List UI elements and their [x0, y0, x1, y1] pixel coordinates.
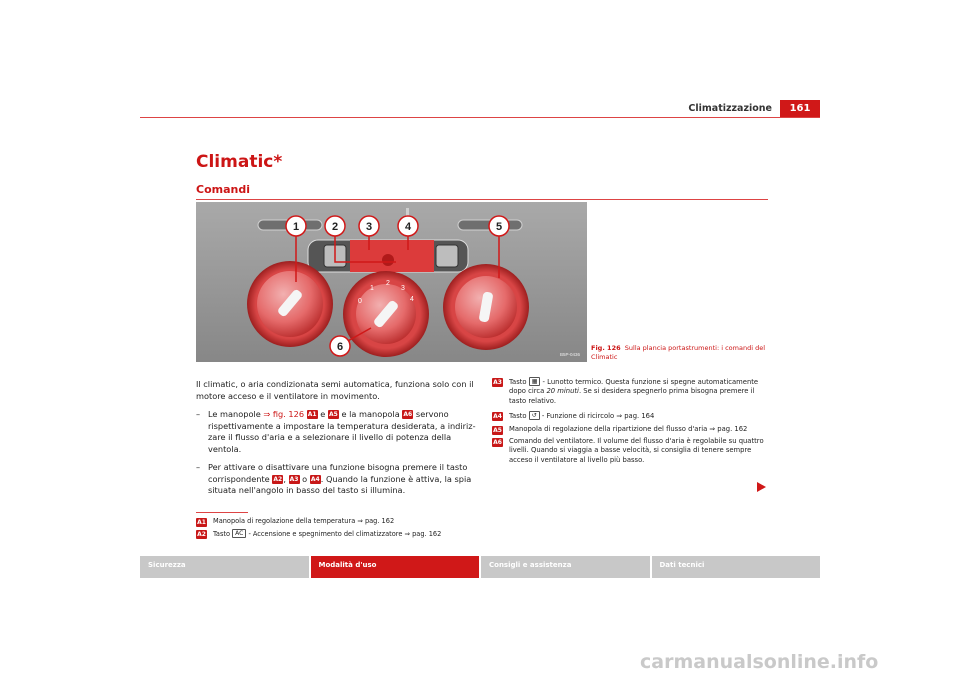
section-title: Climatic* [196, 152, 283, 172]
callout-4: 4 [404, 221, 412, 233]
dashboard-illustration [196, 202, 587, 362]
ac-key: AC [232, 529, 246, 538]
tab-sicurezza[interactable]: Sicurezza [140, 556, 309, 578]
header-divider [140, 117, 820, 118]
tab-modalita-duso[interactable]: Modalità d'uso [311, 556, 480, 578]
tab-dati-tecnici[interactable]: Dati tecnici [652, 556, 821, 578]
callout-3: 3 [365, 221, 373, 233]
tab-consigli-assistenza[interactable]: Consigli e assistenza [481, 556, 650, 578]
running-header-title: Climatizzazione [688, 103, 772, 114]
fan-level-4: 4 [410, 296, 414, 303]
subsection-divider [196, 199, 768, 200]
climatic-controls-figure [196, 202, 587, 362]
fan-level-2: 2 [386, 280, 390, 287]
list-item: – Per attivare o disattivare una funzione bisogna premere il tasto corrispondente A2, A3 o A4. Quando la funzione è attiva, la spia situata nell'angolo in basso del tasto si illumina. [196, 462, 472, 495]
fan-level-0: 0 [358, 298, 362, 305]
callout-5: 5 [495, 221, 503, 233]
subsection-title: Comandi [196, 183, 250, 196]
next-page-arrow-icon[interactable] [757, 482, 766, 492]
callout-1: 1 [292, 221, 300, 233]
recirculation-icon: ↺ [529, 411, 540, 420]
figure-reference[interactable]: ⇒ fig. 126 [263, 409, 305, 419]
page-number: 161 [780, 100, 820, 117]
image-code: B5P-0436 [559, 352, 580, 357]
intro-paragraph: Il climatic, o aria condizionata semi automatica, funziona solo con il motore acceso e il ventilatore in movimento. [196, 379, 474, 401]
rear-window-heater-icon: ▦ [529, 377, 541, 386]
callout-2: 2 [331, 221, 339, 233]
watermark: carmanualsonline.info [640, 651, 879, 673]
footer-nav [140, 556, 820, 578]
body-text [196, 379, 478, 504]
callout-6: 6 [336, 341, 344, 353]
footnote-divider [196, 512, 248, 513]
list-item: – Le manopole ⇒ fig. 126 A1 e A5 e la manopola A6 servono rispettivamente a impostare la temperatura desiderata, a indiriz-zare il flusso d'aria e a selezionare il livello di potenza della ventola. [196, 409, 476, 454]
figure-caption: Fig. 126 Sulla plancia portastrumenti: i comandi del Climatic [591, 344, 766, 361]
fan-level-3: 3 [401, 285, 405, 292]
fan-level-1: 1 [370, 285, 374, 292]
